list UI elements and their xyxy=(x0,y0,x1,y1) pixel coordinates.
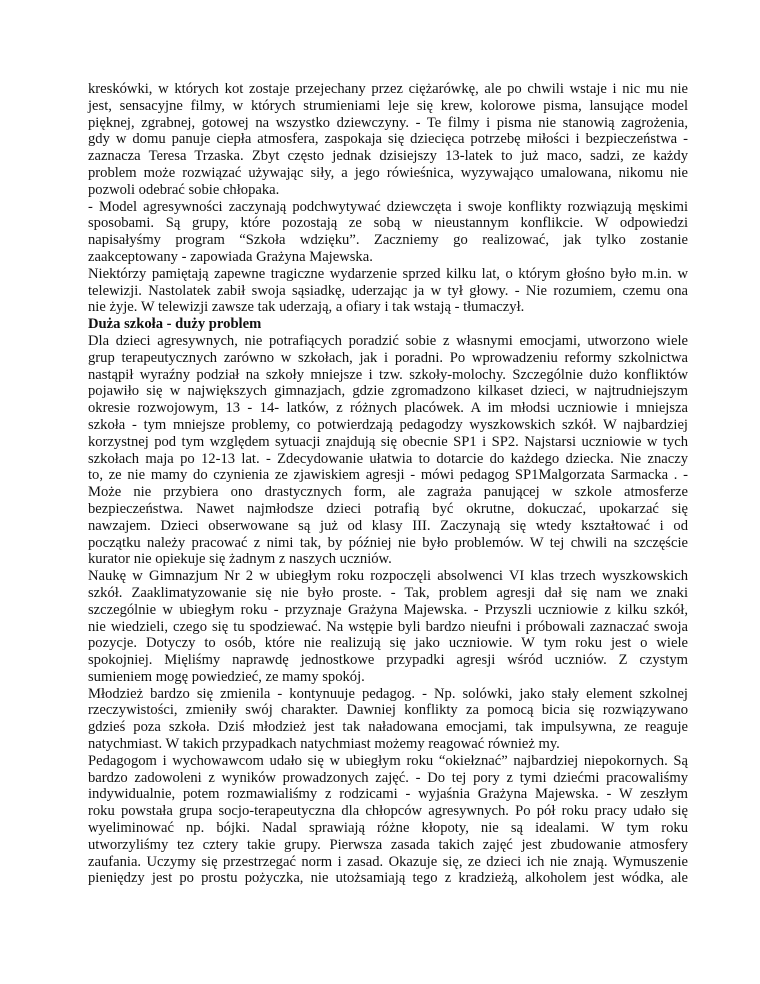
text-line: Może nie przybiera ono drastycznych form, ale zagraża panującej w szkole atmosferze xyxy=(88,484,688,501)
text-line: pieniędzy jest po prostu pożyczka, nie utożsamiają tego z kradzieżą, alkoholem jest wódka, ale xyxy=(88,870,688,887)
text-line: jest, sensacyjne filmy, w których strumieniami leje się krew, kolorowe pisma, lansujące model xyxy=(88,97,688,114)
text-line: telewizji. Nastolatek zabił swoja sąsiadkę, uderzając ja w tył głowy. - Nie rozumiem, czemu ona xyxy=(88,282,688,299)
text-line: napisałyśmy program “Szkoła wdzięku”. Zaczniemy go realizować, jak tylko zostanie xyxy=(88,232,688,249)
text-line: korzystnej pod tym względem sytuacji znajdują się obecnie SP1 i SP2. Najstarsi uczniowie w tych xyxy=(88,433,688,450)
text-line: nastąpił wyraźny podział na szkoły mniejsze i tzw. szkoły-molochy. Szczególnie dużo konfliktów xyxy=(88,366,688,383)
text-line: indywidualnie, potem rozmawialiśmy z rodzicami - wyjaśnia Grażyna Majewska. - W zeszłym xyxy=(88,786,688,803)
text-line: szkół. Zaaklimatyzowanie się nie było proste. - Tak, problem agresji dał się nam we znaki xyxy=(88,584,688,601)
text-line: bezpieczeństwa. Nawet najmłodsze dzieci potrafią być okrutne, dokuczać, upokarzać się xyxy=(88,500,688,517)
text-line: Naukę w Gimnazjum Nr 2 w ubiegłym roku rozpoczęli absolwenci VI klas trzech wyszkowskich xyxy=(88,568,688,585)
text-line: pozwoli odebrać sobie chłopaka. xyxy=(88,181,280,198)
text-line: sumieniem mogę powiedzieć, ze mamy spokój. xyxy=(88,668,365,685)
text-line: kurator nie opiekuje się żadnym z naszych uczniów. xyxy=(88,551,392,568)
text-line: nie wiedzieli, czego się tu spodziewać. Na wstępie byli bardzo nieufni i próbowali zaznaczać swoja xyxy=(88,618,688,635)
text-line: gdzieś poza szkoła. Dziś młodzież jest tak naładowana emocjami, tak impulsywna, ze reaguje xyxy=(88,719,688,736)
text-line: pięknej, zgrabnej, gotowej na wszystko dziewczyny. - Te filmy i pisma nie stanowią zagrożenia, xyxy=(88,114,688,131)
text-line: Dla dzieci agresywnych, nie potrafiących poradzić sobie z własnymi emocjami, utworzono wiele xyxy=(88,332,688,349)
text-line: szczególnie w ubiegłym roku - przyznaje Grażyna Majewska. - Przyszli uczniowie z kilku szkół, xyxy=(88,601,688,618)
text-line: gdy w domu panuje ciepła atmosfera, zaspokaja się dziecięca potrzebę miłości i bezpieczeństwa - xyxy=(88,131,688,148)
text-line: - Model agresywności zaczynają podchwytywać dziewczęta i swoje konflikty rozwiązują męskimi xyxy=(88,198,688,215)
text-line: pojawiło się w największych gimnazjach, gdzie zgromadzono kilkaset dzieci, w najtrudniejszym xyxy=(88,383,688,400)
text-line: szkoła - tym mniejsze problemy, co potwierdzają pedagodzy wyszkowskich szkół. W najbardziej xyxy=(88,416,688,433)
text-line: okresie rozwojowym, 13 - 14- latków, z różnych placówek. A im młodsi uczniowie i mniejsza xyxy=(88,400,688,417)
text-line: to, ze nie mamy do czynienia ze zjawiskiem agresji - mówi pedagog SP1Malgorzata Sarmacka . - xyxy=(88,467,688,484)
text-line: natychmiast. W takich przypadkach natychmiast możemy reagować również my. xyxy=(88,736,560,753)
text-line: utworzyliśmy tez cztery takie grupy. Pierwsza zasada takich zajęć jest zbudowanie atmosfery xyxy=(88,836,688,853)
section-heading: Duża szkoła - duży problem xyxy=(88,316,262,333)
text-line: zaznacza Teresa Trzaska. Zbyt często jednak dzisiejszy 13-latek to już maco, sadzi, ze każdy xyxy=(88,148,688,165)
text-line: początku należy pracować z nimi tak, by później nie było problemów. W tej chwili na szczęście xyxy=(88,534,688,551)
text-line: spokojniej. Mięliśmy naprawdę jednostkowe przypadki agresji wśród uczniów. Z czystym xyxy=(88,652,688,669)
text-line: nie żyje. W telewizji zawsze tak uderzają, a ofiary i tak wstają - tłumaczył. xyxy=(88,299,525,316)
text-line: kreskówki, w których kot zostaje przejechany przez ciężarówkę, ale po chwili wstaje i nic mu nie xyxy=(88,81,688,97)
document-page xyxy=(88,81,688,887)
text-line: nawzajem. Dzieci obserwowane są już od klasy III. Zaczynają się wtedy kształtować i od xyxy=(88,517,688,534)
text-line: Pedagogom i wychowawcom udało się w ubiegłym roku “okiełznać” najbardziej niepokornych. Są xyxy=(88,752,688,769)
text-line: szkołach maja po 12-13 lat. - Zdecydowanie ułatwia to dotarcie do każdego dziecka. Nie znaczy xyxy=(88,450,688,467)
text-line: rzeczywistości, zmieniły swój charakter. Dawniej konflikty za pomocą bicia się rozwiązywano xyxy=(88,702,688,719)
text-line: Młodzież bardzo się zmienila - kontynuuje pedagog. - Np. solówki, jako stały element szkolnej xyxy=(88,685,688,702)
text-line: sposobami. Są grupy, które pozostają ze sobą w nieustannym konflikcie. W odpowiedzi xyxy=(88,215,688,232)
text-line: problem może rozwiązać używając siły, a jego rówieśnica, wyzywająco umalowana, nikomu nie xyxy=(88,164,688,181)
text-line: grup terapeutycznych zarówno w szkołach, jak i poradni. Po wprowadzeniu reformy szkolnictwa xyxy=(88,349,688,366)
text-line: bardzo zadowoleni z wyników prowadzonych zajęć. - Do tej pory z tymi dziećmi pracowaliśmy xyxy=(88,769,688,786)
text-line: pozycje. Dotyczy to osób, które nie realizują się jako uczniowie. W tym roku jest o wiele xyxy=(88,635,688,652)
text-line: zaufania. Uczymy się przestrzegać norm i zasad. Okazuje się, ze dzieci ich nie znają. Wymuszenie xyxy=(88,853,688,870)
text-line: Niektórzy pamiętają zapewne tragiczne wydarzenie sprzed kilku lat, o którym głośno było m.in. w xyxy=(88,265,688,282)
text-line: roku powstała grupa socjo-terapeutyczna dla chłopców agresywnych. Po pół roku pracy udało się xyxy=(88,803,688,820)
text-line: zaakceptowany - zapowiada Grażyna Majewska. xyxy=(88,248,373,265)
text-line: wyeliminować np. bójki. Nadal sprawiają różne kłopoty, nie są idealami. W tym roku xyxy=(88,820,688,837)
